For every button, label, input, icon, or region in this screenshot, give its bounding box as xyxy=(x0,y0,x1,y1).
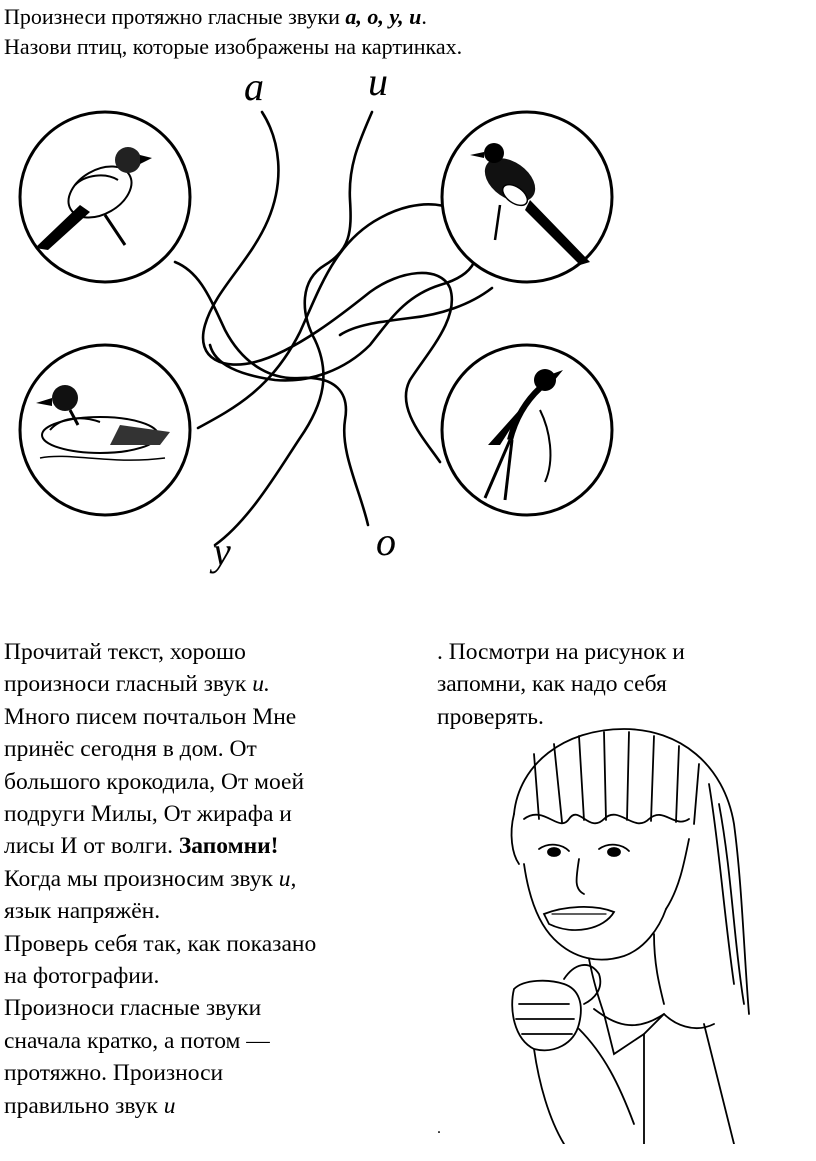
text-line xyxy=(4,1090,424,1122)
reading-text-right xyxy=(437,636,807,733)
text-line: Много писем почтальон Мне xyxy=(4,703,297,730)
maze-letter-i: и xyxy=(368,60,388,104)
text-line: . Посмотри на рисунок и xyxy=(437,639,685,665)
duck-icon xyxy=(20,345,190,515)
text-line: Прочитай текст, хорошо xyxy=(4,639,246,665)
swallow-icon xyxy=(442,345,612,515)
instruction-1-vowels: а, о, у, и xyxy=(345,4,422,29)
text-line: Проверь себя так, как показано xyxy=(4,930,317,957)
maze-letter-u: у xyxy=(213,529,231,574)
text-fragment: произноси гласный звук xyxy=(4,671,253,698)
text-line: проверять. xyxy=(437,703,544,730)
text-line: большого крокодила, От моей xyxy=(4,768,305,795)
footer-dot: . xyxy=(437,1120,441,1137)
text-line: сначала кратко, а потом — xyxy=(4,1027,270,1054)
text-line: на фотографии. xyxy=(4,963,160,990)
reading-text-left xyxy=(4,636,424,1122)
text-line: принёс сегодня в дом. От xyxy=(4,736,257,763)
vowel-letter: и, xyxy=(278,865,297,892)
maze-letter-o: о xyxy=(376,519,396,564)
maze-line-a xyxy=(203,112,452,462)
maze-letter-a: а xyxy=(244,64,264,109)
text-line xyxy=(4,830,424,862)
text-line: Произноси гласные звуки xyxy=(4,995,262,1022)
bullfinch-icon xyxy=(20,112,190,282)
vowel-letter: и xyxy=(163,1092,176,1119)
instruction-line-1 xyxy=(4,2,427,32)
instruction-1-prefix: Произнеси протяжно гласные звуки xyxy=(4,4,346,29)
instruction-line-2: Назови птиц, которые изображены на картинках. xyxy=(4,34,463,59)
magpie-icon xyxy=(442,112,612,282)
remember-label: Запомни! xyxy=(178,833,279,860)
vowel-maze xyxy=(0,60,816,600)
text-line xyxy=(4,668,424,700)
girl-pronouncing-icon xyxy=(494,724,756,1144)
maze-line-o xyxy=(175,262,368,525)
instruction-1-suffix: . xyxy=(421,4,427,29)
text-fragment: лисы И от волги. xyxy=(4,833,179,860)
maze-line-i xyxy=(215,112,372,545)
text-line: язык напряжён. xyxy=(4,898,161,925)
text-fragment: правильно звук xyxy=(4,1092,164,1119)
text-line xyxy=(4,863,424,895)
text-line: протяжно. Произноси xyxy=(4,1060,224,1087)
vowel-letter: и. xyxy=(252,671,270,698)
text-fragment: Когда мы произносим звук xyxy=(4,865,279,892)
text-line: подруги Милы, От жирафа и xyxy=(4,801,292,828)
text-line: запомни, как надо себя xyxy=(437,671,667,698)
